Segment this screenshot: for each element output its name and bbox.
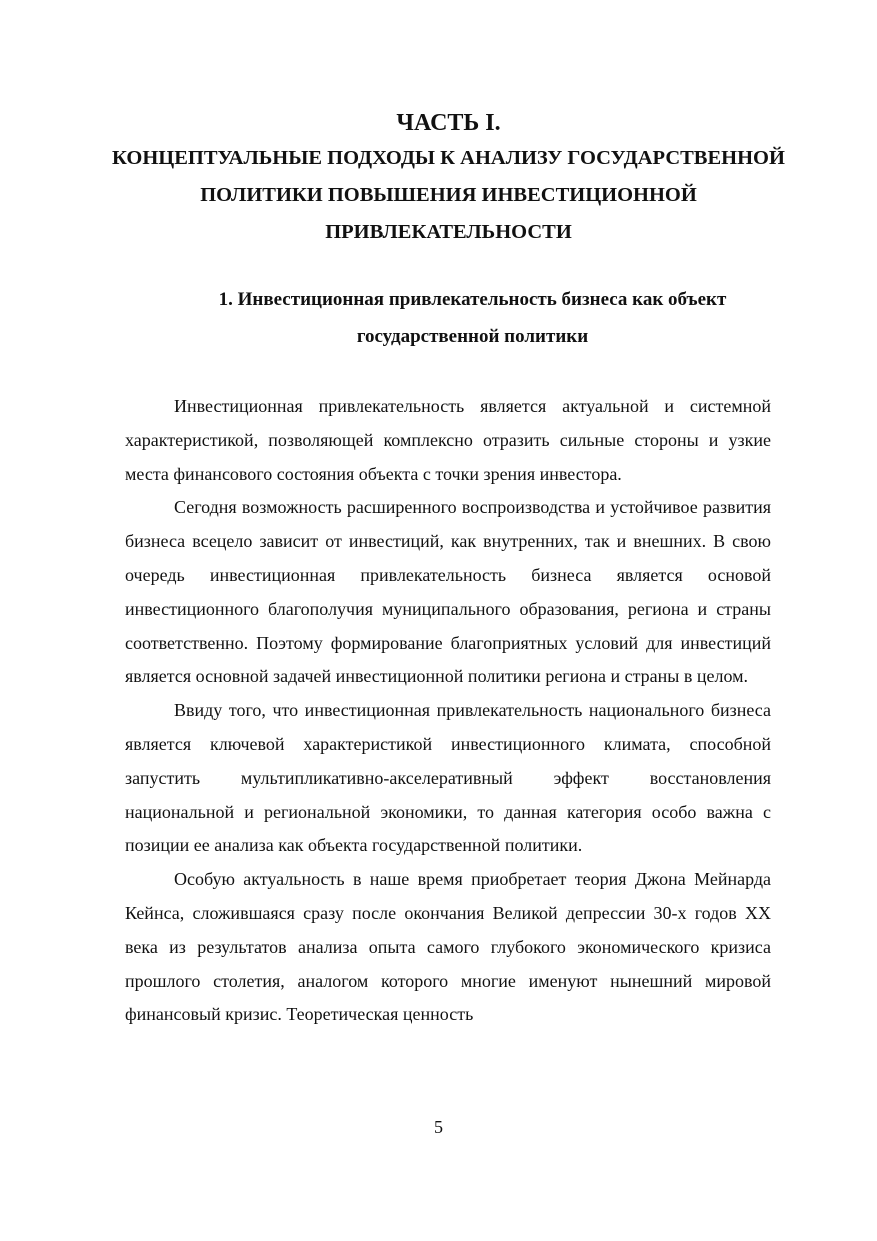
part-subtitle: КОНЦЕПТУАЛЬНЫЕ ПОДХОДЫ К АНАЛИЗУ ГОСУДАРСТВЕННОЙ ПОЛИТИКИ ПОВЫШЕНИЯ ИНВЕСТИЦИОННОЙ ПРИВЛЕКАТЕЛЬНОСТИ (112, 147, 785, 243)
paragraph: Ввиду того, что инвестиционная привлекательность национального бизнеса является ключевой характеристикой инвестиционного климата, способной запустить мультипликативно-акселеративный эффект восстановления национальной и региональной экономики, то данная категория особо важна с позиции ее анализа как объекта государственной политики. (125, 700, 771, 856)
body-text (125, 390, 771, 1032)
paragraph: Особую актуальность в наше время приобретает теория Джона Мейнарда Кейнса, сложившаяся сразу после окончания Великой депрессии 30-х годов XX века из результатов анализа опыта самого глубокого экономического кризиса прошлого столетия, аналогом которого многие именуют нынешний мировой финансовый кризис. Теоретическая ценность (125, 869, 771, 1025)
part-title: ЧАСТЬ I. (396, 110, 501, 136)
section-heading: 1. Инвестиционная привлекательность бизнеса как объект государственной политики (218, 289, 727, 347)
paragraph: Сегодня возможность расширенного воспроизводства и устойчивое развития бизнеса всецело зависит от инвестиций, как внутренних, так и внешних. В свою очередь инвестиционная привлекательность бизнеса является основой инвестиционного благополучия муниципального образования, региона и страны соответственно. Поэтому формирование благоприятных условий для инвестиций является основной задачей инвестиционной политики региона и страны в целом. (125, 497, 771, 687)
page-number: 5 (434, 1117, 443, 1137)
part-heading (100, 106, 797, 251)
paragraph: Инвестиционная привлекательность является актуальной и системной характеристикой, позволяющей комплексно отразить сильные стороны и узкие места финансового состояния объекта с точки зрения инвестора. (125, 396, 771, 484)
